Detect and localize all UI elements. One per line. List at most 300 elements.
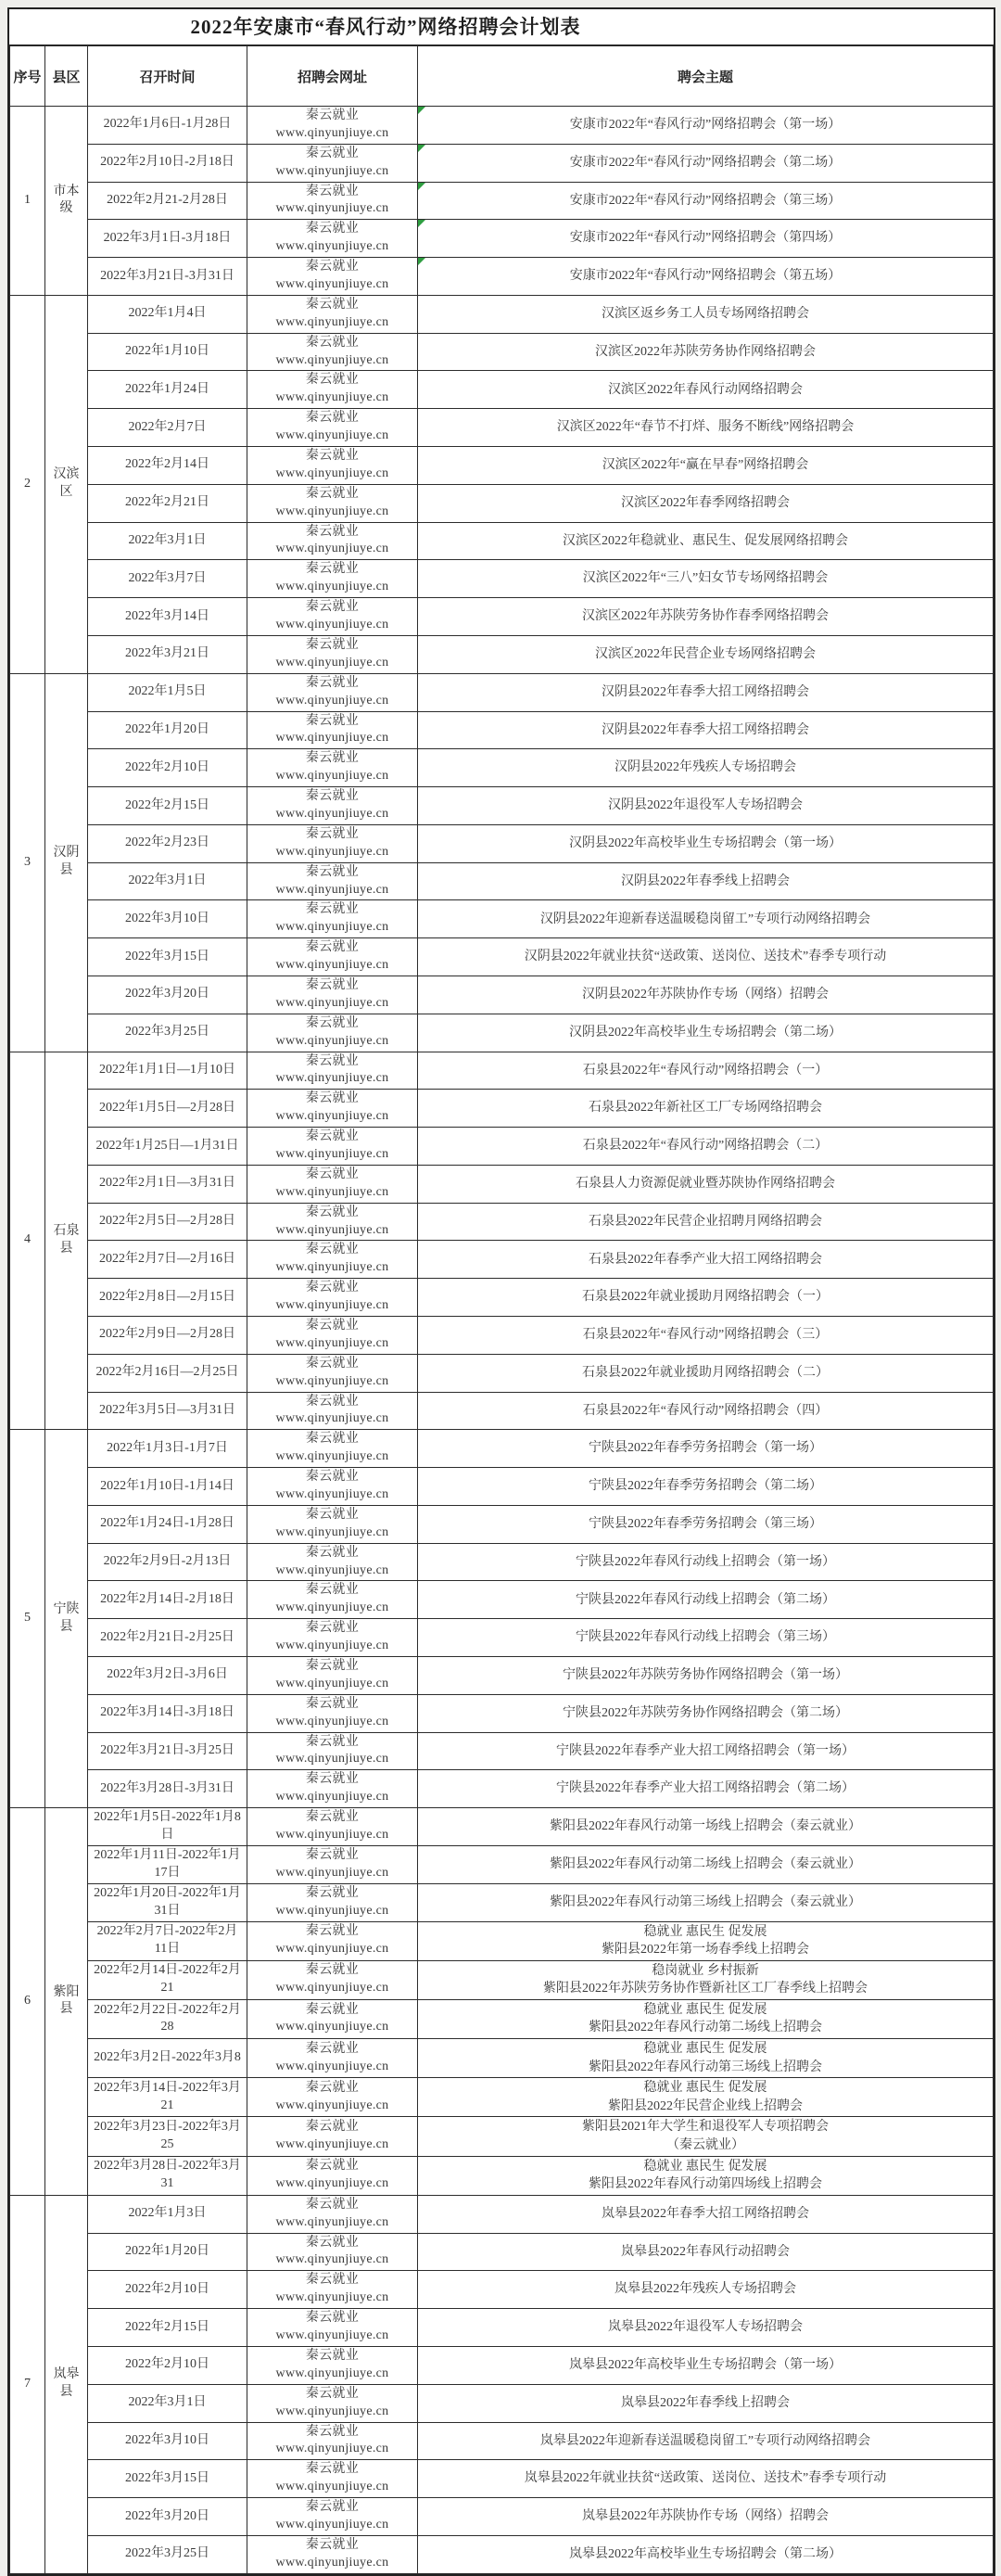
time-cell: 2022年2月14日-2022年2月21 [88,1960,247,1999]
recruitment-plan-sheet [7,7,995,2576]
theme-cell [418,2309,994,2347]
theme-cell [418,862,994,900]
theme-cell [418,1694,994,1732]
theme-line: 宁陕县2022年春季产业大招工网络招聘会（第一场） [556,1743,855,1758]
time-cell: 2022年3月25日 [88,1014,247,1052]
theme-cell [418,711,994,749]
time-cell: 2022年3月14日-3月18日 [88,1694,247,1732]
theme-line: 石泉县2022年民营企业招聘月网络招聘会 [589,1214,822,1229]
theme-line: 汉阴县2022年春季大招工网络招聘会 [602,722,809,737]
table-row [10,333,994,371]
theme-line: 紫阳县2022年春风行动第二场线上招聘会 [589,2021,822,2035]
site-cell: 秦云就业www.qinyunjiuye.cn [247,598,418,636]
theme-cell [418,560,994,598]
time-cell: 2022年2月9日—2月28日 [88,1317,247,1355]
table-row [10,1014,994,1052]
theme-cell [418,1430,994,1468]
theme-cell [418,409,994,447]
theme-line: 宁陕县2022年春季劳务招聘会（第二场） [589,1479,822,1494]
time-cell: 2022年2月7日-2022年2月11日 [88,1921,247,1960]
site-cell: 秦云就业www.qinyunjiuye.cn [247,1090,418,1128]
time-cell: 2022年2月21日 [88,484,247,522]
site-cell: 秦云就业www.qinyunjiuye.cn [247,1619,418,1657]
time-cell: 2022年2月10日-2月18日 [88,144,247,182]
theme-cell [418,2422,994,2460]
table-row [10,1694,994,1732]
site-cell: 秦云就业www.qinyunjiuye.cn [247,1165,418,1203]
theme-line: 稳就业 惠民生 促发展 [643,2002,767,2017]
site-cell: 秦云就业www.qinyunjiuye.cn [247,2346,418,2384]
table-row [10,2233,994,2271]
table-row [10,560,994,598]
site-cell: 秦云就业www.qinyunjiuye.cn [247,938,418,976]
table-row [10,1921,994,1960]
time-cell: 2022年3月14日-2022年3月21 [88,2078,247,2117]
theme-cell [418,1279,994,1317]
theme-line: 汉滨区2022年“春节不打烊、服务不断线”网络招聘会 [556,420,855,435]
time-cell: 2022年1月4日 [88,295,247,333]
site-cell: 秦云就业www.qinyunjiuye.cn [247,711,418,749]
site-cell: 秦云就业www.qinyunjiuye.cn [247,1845,418,1883]
site-cell: 秦云就业www.qinyunjiuye.cn [247,2309,418,2347]
site-cell: 秦云就业www.qinyunjiuye.cn [247,182,418,220]
table-row [10,2195,994,2233]
site-cell: 秦云就业www.qinyunjiuye.cn [247,1543,418,1581]
theme-line: 汉阴县2022年残疾人专场招聘会 [615,760,796,775]
site-cell: 秦云就业www.qinyunjiuye.cn [247,371,418,409]
theme-line: 宁陕县2022年春风行动线上招聘会（第一场） [576,1554,835,1569]
table-row [10,2309,994,2347]
table-row [10,2460,994,2498]
theme-cell [418,1354,994,1392]
theme-line: 岚皋县2022年春风行动招聘会 [621,2244,790,2259]
theme-cell [418,220,994,258]
time-cell: 2022年2月21-2月28日 [88,182,247,220]
theme-cell [418,749,994,787]
table-row [10,938,994,976]
theme-line: 宁陕县2022年春季产业大招工网络招聘会（第二场） [556,1781,855,1796]
time-cell: 2022年2月14日-2月18日 [88,1581,247,1619]
time-cell: 2022年1月24日 [88,371,247,409]
theme-cell [418,295,994,333]
site-cell: 秦云就业www.qinyunjiuye.cn [247,1128,418,1166]
time-cell: 2022年2月16日—2月25日 [88,1354,247,1392]
table-row [10,635,994,673]
table-row [10,107,994,145]
time-cell: 2022年2月23日 [88,824,247,862]
district-cell: 石泉县 [45,1052,88,1430]
table-row [10,1883,994,1921]
theme-line: 石泉县2022年就业援助月网络招聘会（二） [582,1365,829,1380]
table-row [10,749,994,787]
header-theme: 聘会主题 [418,46,994,107]
header-site: 招聘会网址 [247,46,418,107]
table-row [10,1808,994,1846]
time-cell: 2022年1月24日-1月28日 [88,1505,247,1543]
theme-line: 石泉县2022年“春风行动”网络招聘会（三） [582,1328,829,1343]
site-cell: 秦云就业www.qinyunjiuye.cn [247,976,418,1014]
table-row [10,2498,994,2536]
time-cell: 2022年2月1日—3月31日 [88,1165,247,1203]
time-cell: 2022年3月20日 [88,976,247,1014]
time-cell: 2022年2月10日 [88,2271,247,2309]
site-cell: 秦云就业www.qinyunjiuye.cn [247,1657,418,1695]
theme-line: 石泉县2022年就业援助月网络招聘会（一） [582,1290,829,1305]
theme-cell [418,1883,994,1921]
time-cell: 2022年3月15日 [88,2460,247,2498]
theme-cell [418,2233,994,2271]
table-row [10,258,994,296]
table-row [10,1354,994,1392]
theme-cell [418,107,994,145]
theme-cell [418,333,994,371]
table-row [10,2039,994,2078]
table-row [10,2117,994,2156]
header-index: 序号 [10,46,45,107]
site-cell: 秦云就业www.qinyunjiuye.cn [247,2271,418,2309]
time-cell: 2022年2月10日 [88,2346,247,2384]
theme-cell [418,258,994,296]
theme-cell [418,1165,994,1203]
theme-cell [418,787,994,825]
theme-cell [418,1543,994,1581]
theme-line: 汉滨区2022年“三八”妇女节专场网络招聘会 [582,571,829,586]
theme-line: 宁陕县2022年春风行动线上招聘会（第二场） [576,1592,835,1607]
time-cell: 2022年2月22日-2022年2月28 [88,1999,247,2038]
site-cell: 秦云就业www.qinyunjiuye.cn [247,447,418,485]
theme-line: 岚皋县2022年退役军人专场招聘会 [608,2320,803,2335]
table-row [10,2078,994,2117]
time-cell: 2022年2月10日 [88,749,247,787]
time-cell: 2022年3月20日 [88,2498,247,2536]
site-cell: 秦云就业www.qinyunjiuye.cn [247,2233,418,2271]
time-cell: 2022年2月8日—2月15日 [88,1279,247,1317]
group-index-cell: 1 [10,107,45,296]
theme-cell [418,447,994,485]
table-row [10,1392,994,1430]
theme-line: 汉滨区2022年民营企业专场网络招聘会 [595,647,816,662]
theme-cell [418,1770,994,1808]
theme-line: 石泉县2022年“春风行动”网络招聘会（一） [582,1063,829,1078]
theme-cell [418,1732,994,1770]
theme-line: 紫阳县2022年春风行动第一场线上招聘会（秦云就业） [550,1819,861,1834]
header-district: 县区 [45,46,88,107]
theme-line: 宁陕县2022年春季劳务招聘会（第一场） [589,1441,822,1456]
theme-line: 石泉县2022年春季产业大招工网络招聘会 [589,1252,822,1267]
theme-line: 紫阳县2021年大学生和退役军人专项招聘会 [582,2120,829,2135]
table-row [10,976,994,1014]
theme-line: 宁陕县2022年春风行动线上招聘会（第三场） [576,1630,835,1645]
time-cell: 2022年2月9日-2月13日 [88,1543,247,1581]
theme-cell [418,1581,994,1619]
district-cell: 紫阳县 [45,1808,88,2196]
district-cell: 宁陕县 [45,1430,88,1808]
site-cell: 秦云就业www.qinyunjiuye.cn [247,2156,418,2195]
theme-line: 汉阴县2022年苏陕协作专场（网络）招聘会 [582,988,829,1002]
table-row [10,900,994,938]
theme-line: 安康市2022年“春风行动”网络招聘会（第一场） [569,118,842,133]
theme-cell [418,1241,994,1279]
table-row [10,1732,994,1770]
time-cell: 2022年1月20日-2022年1月31日 [88,1883,247,1921]
theme-cell [418,1845,994,1883]
theme-line: 岚皋县2022年高校毕业生专场招聘会（第一场） [569,2358,842,2373]
group-index-cell: 7 [10,2195,45,2573]
theme-line: 岚皋县2022年春季线上招聘会 [621,2395,790,2410]
theme-line: 稳岗就业 乡村振新 [652,1963,759,1978]
time-cell: 2022年2月7日—2月16日 [88,1241,247,1279]
table-row [10,409,994,447]
theme-cell [418,182,994,220]
theme-line: 紫阳县2022年春风行动第三场线上招聘会 [589,2060,822,2074]
table-row [10,1468,994,1506]
time-cell: 2022年3月1日 [88,862,247,900]
table-row [10,1845,994,1883]
theme-cell [418,522,994,560]
theme-cell [418,938,994,976]
table-row [10,522,994,560]
table-row [10,2422,994,2460]
theme-line: 汉滨区2022年春风行动网络招聘会 [608,382,803,397]
table-row [10,1770,994,1808]
theme-cell [418,1921,994,1960]
theme-cell [418,1619,994,1657]
group-index-cell: 3 [10,673,45,1052]
time-cell: 2022年3月7日 [88,560,247,598]
site-cell: 秦云就业www.qinyunjiuye.cn [247,2535,418,2573]
theme-cell [418,484,994,522]
table-row [10,711,994,749]
theme-cell [418,2346,994,2384]
table-row [10,447,994,485]
time-cell: 2022年1月6日-1月28日 [88,107,247,145]
theme-cell [418,1203,994,1241]
site-cell: 秦云就业www.qinyunjiuye.cn [247,220,418,258]
time-cell: 2022年1月3日 [88,2195,247,2233]
theme-line: 岚皋县2022年迎新春送温暖稳岗留工”专项行动网络招聘会 [539,2433,871,2448]
theme-cell [418,2156,994,2195]
table-row [10,2384,994,2422]
theme-cell [418,900,994,938]
theme-line: 汉阴县2022年就业扶贫“送政策、送岗位、送技术”春季专项行动 [524,950,887,964]
table-row [10,673,994,711]
theme-line: 稳就业 惠民生 促发展 [643,2159,767,2174]
theme-line: 汉阴县2022年高校毕业生专场招聘会（第一场） [569,835,842,850]
site-cell: 秦云就业www.qinyunjiuye.cn [247,2384,418,2422]
theme-line: 安康市2022年“春风行动”网络招聘会（第二场） [569,155,842,170]
site-cell: 秦云就业www.qinyunjiuye.cn [247,2195,418,2233]
site-cell: 秦云就业www.qinyunjiuye.cn [247,635,418,673]
theme-line: 紫阳县2022年春风行动第四场线上招聘会 [589,2177,822,2192]
table-row [10,1619,994,1657]
time-cell: 2022年1月10日 [88,333,247,371]
site-cell: 秦云就业www.qinyunjiuye.cn [247,522,418,560]
site-cell: 秦云就业www.qinyunjiuye.cn [247,107,418,145]
theme-line: 汉滨区2022年稳就业、惠民生、促发展网络招聘会 [563,533,848,548]
table-row [10,1960,994,1999]
theme-cell [418,1090,994,1128]
header-row [10,46,994,107]
theme-cell [418,1808,994,1846]
theme-cell [418,2460,994,2498]
site-cell: 秦云就业www.qinyunjiuye.cn [247,900,418,938]
table-row [10,1279,994,1317]
site-cell: 秦云就业www.qinyunjiuye.cn [247,1581,418,1619]
time-cell: 2022年1月5日 [88,673,247,711]
theme-cell [418,1999,994,2038]
theme-line: 汉滨区返乡务工人员专场网络招聘会 [602,307,809,321]
site-cell: 秦云就业www.qinyunjiuye.cn [247,484,418,522]
site-cell: 秦云就业www.qinyunjiuye.cn [247,2498,418,2536]
site-cell: 秦云就业www.qinyunjiuye.cn [247,1203,418,1241]
table-row [10,1203,994,1241]
time-cell: 2022年1月20日 [88,711,247,749]
group-index-cell: 2 [10,295,45,673]
time-cell: 2022年3月1日 [88,2384,247,2422]
table-row [10,1999,994,2038]
theme-cell [418,2535,994,2573]
time-cell: 2022年3月21日-3月25日 [88,1732,247,1770]
site-cell: 秦云就业www.qinyunjiuye.cn [247,1808,418,1846]
table-row [10,371,994,409]
theme-cell [418,598,994,636]
plan-table [9,45,994,2574]
table-row [10,1090,994,1128]
theme-line: 汉滨区2022年春季网络招聘会 [621,495,790,510]
theme-line: 安康市2022年“春风行动”网络招聘会（第五场） [569,269,842,284]
site-cell: 秦云就业www.qinyunjiuye.cn [247,2460,418,2498]
time-cell: 2022年3月10日 [88,2422,247,2460]
theme-line: 紫阳县2022年第一场春季线上招聘会 [602,1943,809,1958]
district-cell: 岚皋县 [45,2195,88,2573]
time-cell: 2022年3月1日 [88,522,247,560]
site-cell: 秦云就业www.qinyunjiuye.cn [247,1770,418,1808]
theme-cell [418,976,994,1014]
table-row [10,484,994,522]
table-row [10,295,994,333]
site-cell: 秦云就业www.qinyunjiuye.cn [247,333,418,371]
theme-line: 岚皋县2022年苏陕协作专场（网络）招聘会 [582,2509,829,2524]
time-cell: 2022年3月21日-3月31日 [88,258,247,296]
theme-cell [418,635,994,673]
theme-cell [418,1392,994,1430]
theme-line: 宁陕县2022年苏陕劳务协作网络招聘会（第一场） [563,1668,848,1683]
theme-line: 稳就业 惠民生 促发展 [643,1924,767,1939]
table-row [10,598,994,636]
table-row [10,1543,994,1581]
time-cell: 2022年2月7日 [88,409,247,447]
theme-line: 宁陕县2022年苏陕劳务协作网络招聘会（第二场） [563,1705,848,1720]
theme-line: 汉滨区2022年苏陕劳务协作春季网络招聘会 [582,609,829,624]
theme-line: 岚皋县2022年残疾人专场招聘会 [615,2282,796,2297]
time-cell: 2022年3月21日 [88,635,247,673]
site-cell: 秦云就业www.qinyunjiuye.cn [247,1960,418,1999]
site-cell: 秦云就业www.qinyunjiuye.cn [247,295,418,333]
theme-line: 紫阳县2022年民营企业线上招聘会 [608,2098,803,2113]
table-row [10,1052,994,1090]
time-cell: 2022年2月14日 [88,447,247,485]
site-cell: 秦云就业www.qinyunjiuye.cn [247,1241,418,1279]
table-row [10,1165,994,1203]
page-title: 2022年安康市“春风行动”网络招聘会计划表 [9,9,994,45]
time-cell: 2022年3月5日—3月31日 [88,1392,247,1430]
time-cell: 2022年3月28日-3月31日 [88,1770,247,1808]
site-cell: 秦云就业www.qinyunjiuye.cn [247,1014,418,1052]
site-cell: 秦云就业www.qinyunjiuye.cn [247,1694,418,1732]
time-cell: 2022年3月2日-3月6日 [88,1657,247,1695]
site-cell: 秦云就业www.qinyunjiuye.cn [247,560,418,598]
site-cell: 秦云就业www.qinyunjiuye.cn [247,1354,418,1392]
theme-line: 紫阳县2022年春风行动第二场线上招聘会（秦云就业） [550,1857,861,1872]
theme-cell [418,2117,994,2156]
table-row [10,144,994,182]
site-cell: 秦云就业www.qinyunjiuye.cn [247,1279,418,1317]
theme-cell [418,2195,994,2233]
site-cell: 秦云就业www.qinyunjiuye.cn [247,2078,418,2117]
theme-line: 汉阴县2022年迎新春送温暖稳岗留工”专项行动网络招聘会 [539,912,871,926]
site-cell: 秦云就业www.qinyunjiuye.cn [247,1317,418,1355]
theme-cell [418,2271,994,2309]
time-cell: 2022年3月10日 [88,900,247,938]
time-cell: 2022年1月1日—1月10日 [88,1052,247,1090]
table-row [10,2346,994,2384]
theme-line: 石泉县2022年“春风行动”网络招聘会（四） [582,1403,829,1418]
theme-line: 紫阳县2022年春风行动第三场线上招聘会（秦云就业） [550,1894,861,1909]
theme-line: 稳就业 惠民生 促发展 [643,2081,767,2096]
table-row [10,1657,994,1695]
theme-cell [418,673,994,711]
table-row [10,2535,994,2573]
theme-cell [418,144,994,182]
theme-cell [418,1014,994,1052]
theme-cell [418,2078,994,2117]
theme-line: 稳就业 惠民生 促发展 [643,2042,767,2057]
theme-line: 岚皋县2022年高校毕业生专场招聘会（第二场） [569,2546,842,2561]
site-cell: 秦云就业www.qinyunjiuye.cn [247,862,418,900]
time-cell: 2022年1月5日-2022年1月8日 [88,1808,247,1846]
site-cell: 秦云就业www.qinyunjiuye.cn [247,2422,418,2460]
table-row [10,1505,994,1543]
group-index-cell: 5 [10,1430,45,1808]
table-row [10,220,994,258]
site-cell: 秦云就业www.qinyunjiuye.cn [247,409,418,447]
theme-line: 安康市2022年“春风行动”网络招聘会（第三场） [569,193,842,208]
theme-cell [418,1657,994,1695]
theme-line: 汉滨区2022年苏陕劳务协作网络招聘会 [595,344,816,359]
time-cell: 2022年1月25日—1月31日 [88,1128,247,1166]
theme-cell [418,1505,994,1543]
theme-line: 汉阴县2022年春季大招工网络招聘会 [602,684,809,699]
table-row [10,1581,994,1619]
theme-cell [418,1128,994,1166]
theme-cell [418,824,994,862]
theme-cell [418,1960,994,1999]
time-cell: 2022年1月3日-1月7日 [88,1430,247,1468]
site-cell: 秦云就业www.qinyunjiuye.cn [247,258,418,296]
theme-line: 石泉县2022年“春风行动”网络招聘会（二） [582,1139,829,1154]
table-row [10,182,994,220]
time-cell: 2022年3月23日-2022年3月25 [88,2117,247,2156]
time-cell: 2022年2月5日—2月28日 [88,1203,247,1241]
district-cell: 汉滨区 [45,295,88,673]
site-cell: 秦云就业www.qinyunjiuye.cn [247,787,418,825]
table-row [10,824,994,862]
theme-line: 汉阴县2022年春季线上招聘会 [621,874,790,888]
theme-cell [418,1317,994,1355]
group-index-cell: 6 [10,1808,45,2196]
theme-line: 岚皋县2022年春季大招工网络招聘会 [602,2206,809,2221]
table-row [10,2156,994,2195]
